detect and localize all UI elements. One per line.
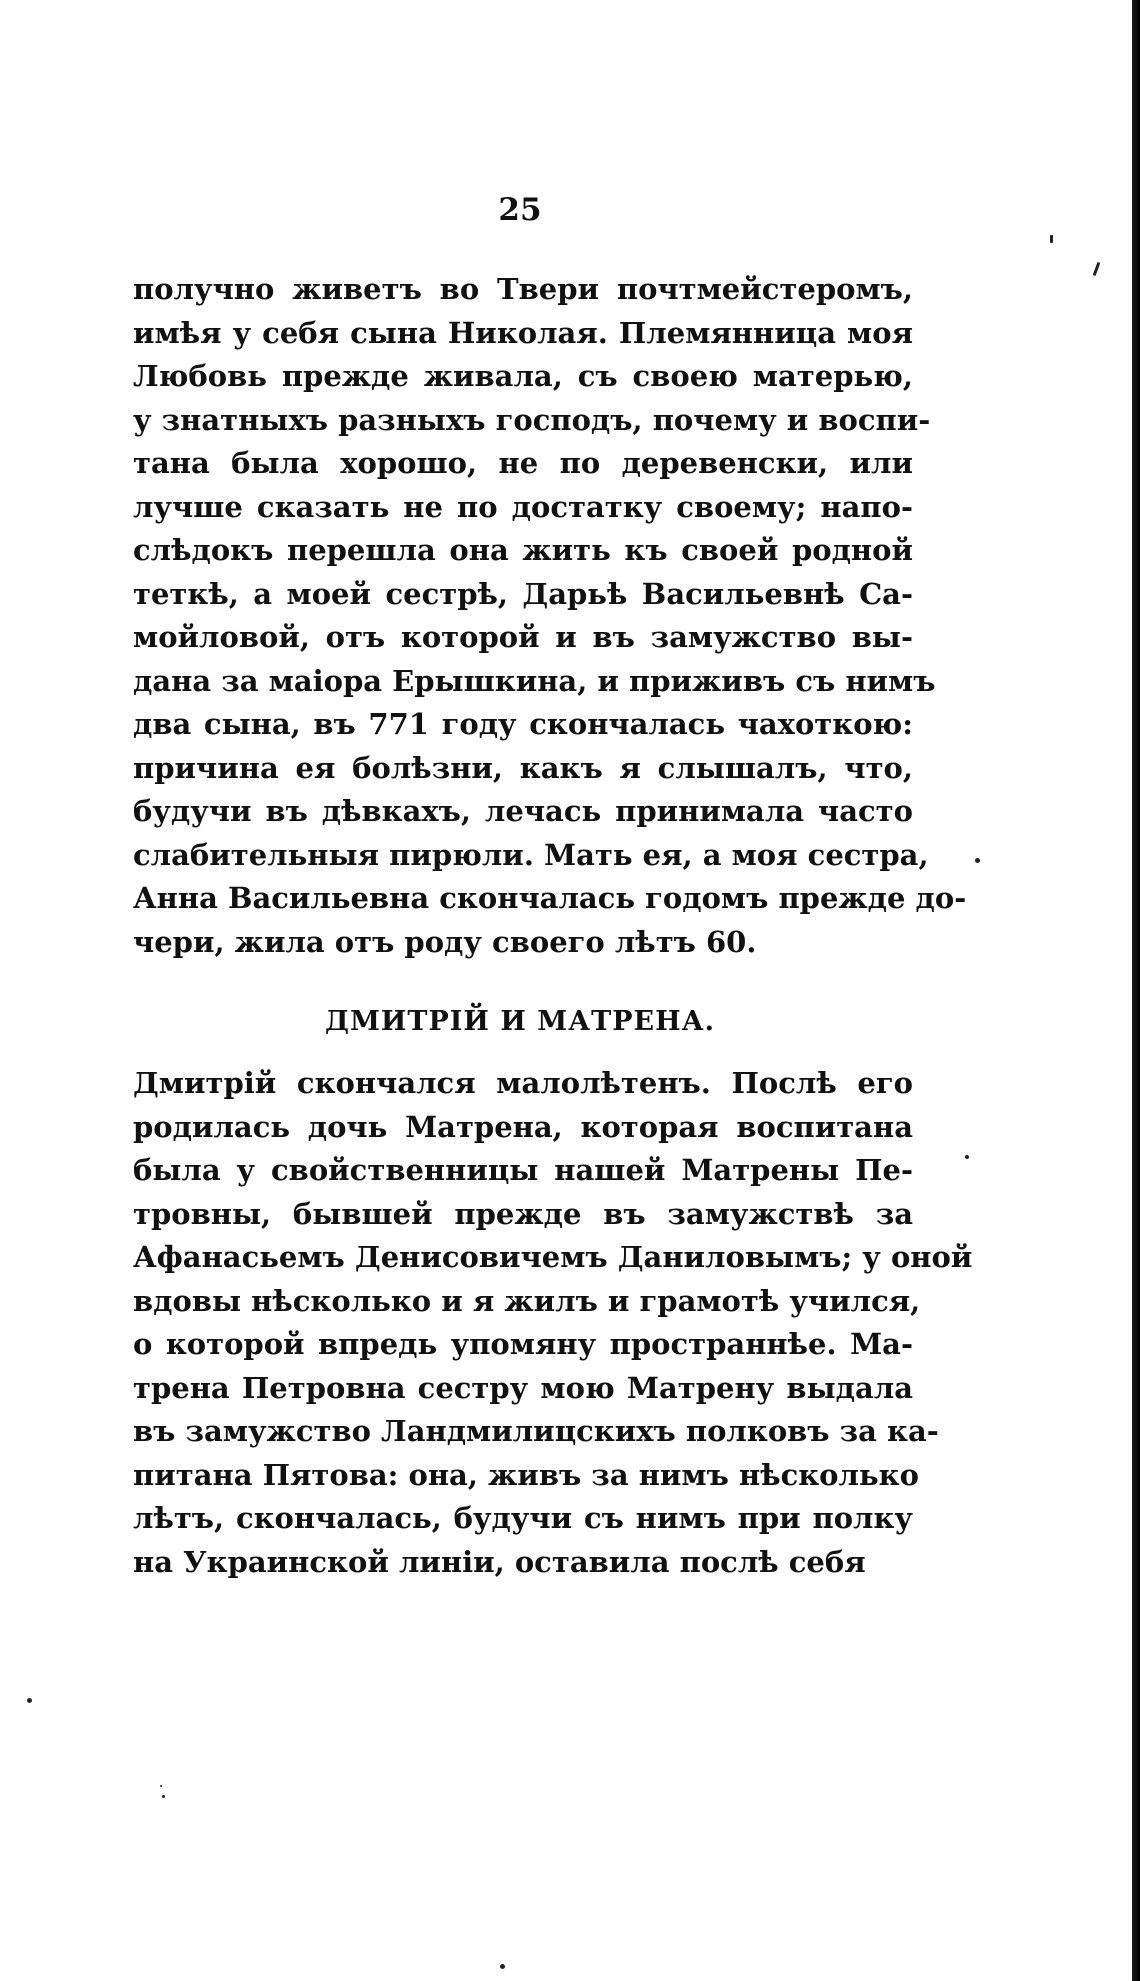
ink-speck bbox=[162, 1795, 165, 1798]
section-paragraph bbox=[133, 1062, 973, 1584]
text-line: на Украинской линіи, оставила послѣ себя bbox=[133, 1544, 866, 1579]
section-heading: ДМИТРІЙ И МАТРЕНА. bbox=[324, 1006, 715, 1037]
text-line: причина ея болѣзни, какъ я слышалъ, что, bbox=[133, 750, 913, 785]
page-number: 25 bbox=[498, 192, 542, 228]
text-line: у знатныхъ разныхъ господъ, почему и воспи- bbox=[133, 402, 931, 437]
ink-speck bbox=[27, 1698, 32, 1703]
text-line: лѣтъ, скончалась, будучи съ нимъ при полку bbox=[133, 1501, 913, 1535]
text-line: дана за маіора Ерышкина, и приживъ съ нимъ bbox=[133, 663, 936, 698]
ink-speck bbox=[1050, 235, 1053, 243]
text-line: родилась дочь Матрена, которая воспитана bbox=[133, 1109, 913, 1144]
text-line: Любовь прежде живала, съ своею матерью, bbox=[133, 359, 913, 393]
text-line: лучше сказать не по достатку своему; напо- bbox=[133, 489, 913, 524]
text-line: два сына, въ 771 году скончалась чахоткою: bbox=[133, 707, 913, 741]
text-line: въ замужство Ландмилицскихъ полковъ за ка- bbox=[133, 1414, 939, 1448]
text-line: получно живетъ во Твери почтмейстеромъ, bbox=[133, 272, 913, 306]
text-line: слабительныя пирюли. Мать ея, а моя сестра, bbox=[133, 837, 929, 872]
text-line: о которой впредь упомяну пространнѣе. Ма- bbox=[133, 1327, 913, 1361]
text-line: вдовы нѣсколько и я жилъ и грамотѣ учился, bbox=[133, 1283, 921, 1318]
paragraph-continued bbox=[133, 268, 967, 964]
text-line: тана была хорошо, не по деревенски, или bbox=[133, 446, 913, 480]
text-line: Дмитрій скончался малолѣтенъ. Послѣ его bbox=[133, 1066, 913, 1100]
text-line: слѣдокъ перешла она жить къ своей родной bbox=[133, 533, 913, 567]
ink-speck bbox=[160, 1785, 162, 1787]
text-line: трена Петровна сестру мою Матрену выдала bbox=[133, 1370, 913, 1405]
text-line: Афанасьемъ Денисовичемъ Даниловымъ; у оной bbox=[133, 1240, 973, 1274]
text-line: будучи въ дѣвкахъ, лечась принимала часто bbox=[133, 794, 913, 828]
text-line: питана Пятова: она, живъ за нимъ нѣсколько bbox=[133, 1457, 919, 1492]
ink-speck bbox=[1093, 262, 1101, 276]
text-line: Анна Васильевна скончалась годомъ прежде до- bbox=[133, 881, 967, 915]
text-line: мойловой, отъ которой и въ замужство вы- bbox=[133, 620, 913, 654]
ink-speck bbox=[965, 1155, 969, 1159]
text-line: тровны, бывшей прежде въ замужствѣ за bbox=[133, 1196, 913, 1231]
ink-speck bbox=[500, 1964, 505, 1969]
ink-speck bbox=[975, 858, 980, 863]
text-line: чери, жила отъ роду своего лѣтъ 60. bbox=[133, 924, 757, 959]
page-edge-shadow bbox=[1122, 0, 1140, 1981]
text-line: теткѣ, а моей сестрѣ, Дарьѣ Васильевнѣ Са- bbox=[133, 576, 913, 611]
text-line: имѣя у себя сына Николая. Племянница моя bbox=[133, 315, 913, 350]
text-line: была у свойственницы нашей Матрены Пе- bbox=[133, 1153, 913, 1187]
